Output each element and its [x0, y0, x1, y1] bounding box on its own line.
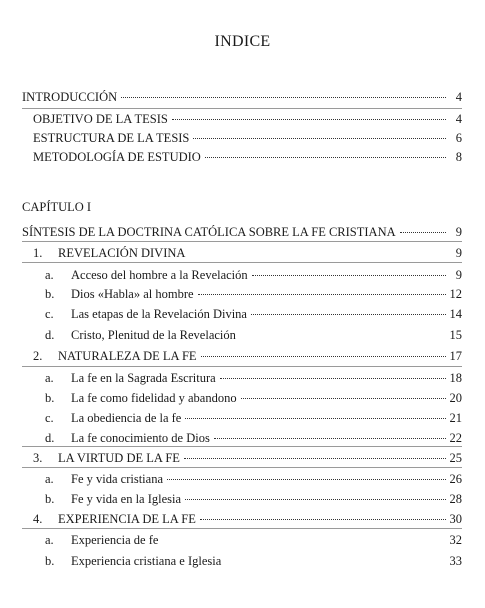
item-letter: a. — [45, 268, 54, 282]
item-letter: c. — [45, 307, 54, 321]
toc-item — [45, 286, 462, 302]
toc-item — [45, 267, 462, 283]
section-number: 4. — [33, 512, 43, 526]
dot-leader — [400, 232, 446, 233]
item-letter: b. — [45, 287, 55, 301]
dot-leader — [214, 438, 446, 439]
dot-leader — [121, 97, 446, 98]
toc-page-number: 9 — [455, 268, 462, 282]
dot-leader — [172, 119, 446, 120]
dot-leader — [205, 157, 446, 158]
toc-entry-label: Las etapas de la Revelación Divina — [71, 307, 247, 321]
toc-entry-label: SÍNTESIS DE LA DOCTRINA CATÓLICA SOBRE LA FE CRISTIANA — [22, 225, 396, 239]
toc-item — [45, 491, 462, 507]
toc-item — [45, 306, 462, 322]
toc-item — [45, 471, 462, 487]
divider — [22, 241, 462, 242]
dot-leader — [241, 398, 446, 399]
dot-leader — [185, 499, 445, 500]
toc-entry-label: La fe conocimiento de Dios — [71, 431, 210, 445]
dot-leader — [198, 294, 446, 295]
divider — [22, 528, 462, 529]
toc-entry-label: Fe y vida en la Iglesia — [71, 492, 182, 506]
toc-page-number: 18 — [449, 371, 462, 385]
toc-item — [45, 370, 462, 386]
section-number: 2. — [33, 349, 43, 363]
toc-entry-label: La fe en la Sagrada Escritura — [71, 371, 216, 385]
toc-page-number: 20 — [449, 391, 462, 405]
toc-item — [45, 390, 462, 406]
dot-leader — [189, 253, 446, 254]
section-la-virtud-de-la-fe — [33, 450, 462, 466]
section-experiencia-de-la-fe — [33, 511, 462, 527]
toc-entry-label: LA VIRTUD DE LA FE — [58, 451, 180, 465]
toc-entry-label: REVELACIÓN DIVINA — [58, 246, 186, 260]
chapter-title — [22, 224, 462, 240]
toc-page-number: 4 — [455, 112, 462, 126]
dot-leader — [193, 138, 446, 139]
dot-leader — [201, 356, 446, 357]
toc-entry-label: Dios «Habla» al hombre — [71, 287, 194, 301]
toc-page-number: 8 — [455, 150, 462, 164]
toc-entry-label: Fe y vida cristiana — [71, 472, 163, 486]
dot-leader — [251, 314, 446, 315]
toc-page-number: 33 — [449, 554, 462, 568]
toc-entry-label: Experiencia de fe — [71, 533, 159, 547]
chapter-heading: CAPÍTULO I — [22, 200, 92, 214]
divider — [22, 108, 462, 109]
item-letter: b. — [45, 554, 55, 568]
toc-item — [45, 430, 462, 446]
dot-leader — [167, 479, 446, 480]
toc-item — [45, 410, 462, 426]
toc-item — [45, 553, 462, 569]
toc-entry-label: EXPERIENCIA DE LA FE — [58, 512, 196, 526]
dot-leader — [184, 458, 446, 459]
dot-leader — [185, 418, 445, 419]
dot-leader — [162, 540, 445, 541]
item-letter: b. — [45, 391, 55, 405]
toc-page-number: 25 — [449, 451, 462, 465]
toc-entry-metodologia — [33, 149, 462, 165]
toc-page-number: 28 — [449, 492, 462, 506]
toc-page-number: 9 — [455, 246, 462, 260]
toc-page-number: 22 — [449, 431, 462, 445]
toc-entry-label: OBJETIVO DE LA TESIS — [33, 112, 168, 126]
toc-entry-label: Cristo, Plenitud de la Revelación — [71, 328, 236, 342]
toc-page-number: 6 — [455, 131, 462, 145]
dot-leader — [225, 561, 445, 562]
item-letter: c. — [45, 411, 54, 425]
toc-entry-label: La obediencia de la fe — [71, 411, 182, 425]
toc-page-number: 15 — [449, 328, 462, 342]
toc-entry-label: La fe como fidelidad y abandono — [71, 391, 237, 405]
toc-entry-introduccion — [22, 89, 462, 105]
page-title: INDICE — [214, 33, 271, 50]
dot-leader — [240, 335, 446, 336]
divider — [22, 446, 462, 447]
divider — [22, 366, 462, 367]
divider — [22, 467, 462, 468]
toc-page-number: 4 — [455, 90, 462, 104]
toc-page-number: 26 — [449, 472, 462, 486]
item-letter: a. — [45, 533, 54, 547]
toc-entry-label: ESTRUCTURA DE LA TESIS — [33, 131, 190, 145]
toc-page-number: 9 — [455, 225, 462, 239]
toc-page-number: 30 — [449, 512, 462, 526]
section-number: 1. — [33, 246, 43, 260]
section-naturaleza-de-la-fe — [33, 348, 462, 364]
toc-entry-label: METODOLOGÍA DE ESTUDIO — [33, 150, 201, 164]
dot-leader — [252, 275, 446, 276]
toc-entry-label: INTRODUCCIÓN — [22, 90, 118, 104]
toc-page-number: 21 — [449, 411, 462, 425]
toc-page-number: 12 — [449, 287, 462, 301]
toc-page-number: 32 — [449, 533, 462, 547]
toc-item — [45, 327, 462, 343]
section-number: 3. — [33, 451, 43, 465]
toc-item — [45, 532, 462, 548]
toc-entry-label: NATURALEZA DE LA FE — [58, 349, 197, 363]
toc-entry-label: Experiencia cristiana e Iglesia — [71, 554, 222, 568]
toc-page-number: 17 — [449, 349, 462, 363]
item-letter: d. — [45, 431, 55, 445]
dot-leader — [220, 378, 446, 379]
item-letter: a. — [45, 472, 54, 486]
toc-entry-label: Acceso del hombre a la Revelación — [71, 268, 248, 282]
toc-entry-objetivo — [33, 111, 462, 127]
item-letter: d. — [45, 328, 55, 342]
toc-entry-estructura — [33, 130, 462, 146]
item-letter: a. — [45, 371, 54, 385]
section-revelacion-divina — [33, 245, 462, 261]
toc-page-number: 14 — [449, 307, 462, 321]
divider — [22, 262, 462, 263]
item-letter: b. — [45, 492, 55, 506]
dot-leader — [200, 519, 446, 520]
